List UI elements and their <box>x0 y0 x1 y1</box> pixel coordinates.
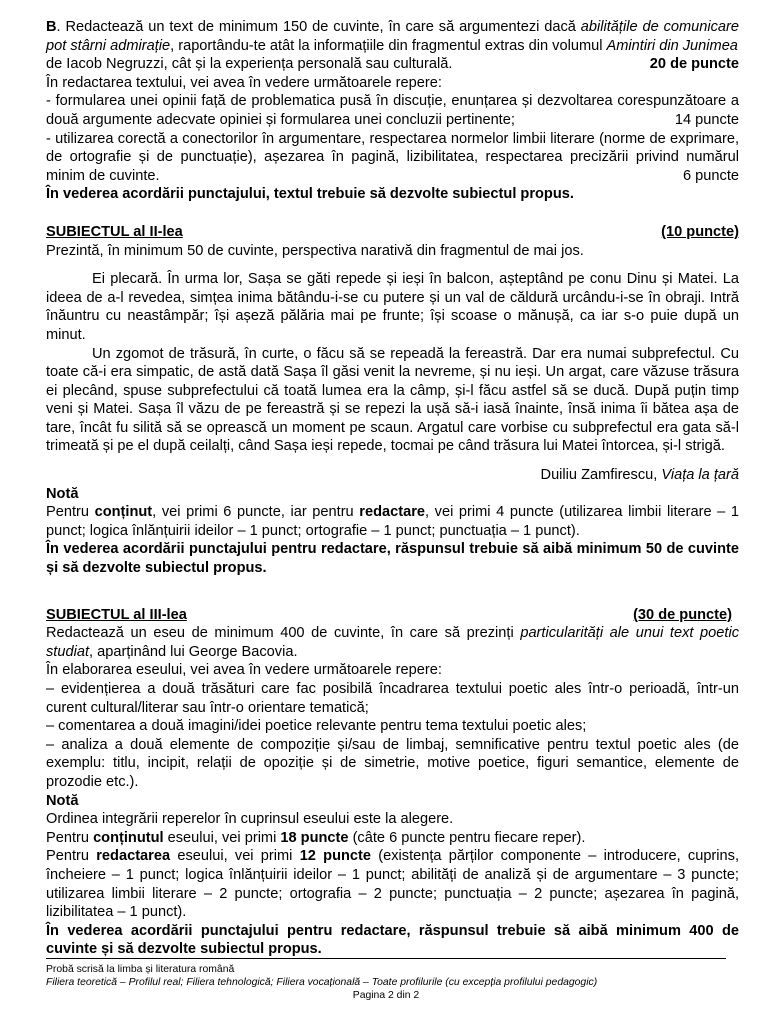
section-3-order: Ordinea integrării reperelor în cuprinsul eseului este la alegere. <box>46 811 454 828</box>
section-b-item2: - utilizarea corectă a conectorilor în argumentare, respectarea normelor limbii literare (norme de exprimare, de ortografie și de punctuație), așezarea în pagină, lizibilitatea, respectarea precizării privind numărul minim de cuvinte. <box>46 130 739 184</box>
excerpt-source: Duiliu Zamfirescu, Viața la țară <box>540 467 739 484</box>
section-2 <box>46 223 739 578</box>
page-number: Pagina 2 din 2 <box>352 990 420 1001</box>
section-3-nota-label: Notă <box>46 792 79 809</box>
footer-profile: Filiera teoretică – Profilul real; Filiera tehnologică; Filiera vocațională – Toate profilurile (cu excepția profilului pedagogic) <box>46 977 598 988</box>
section-b-item1-points: 14 puncte <box>674 111 739 128</box>
section-2-task: Prezintă, în minimum 50 de cuvinte, perspectiva narativă din fragmentul de mai jos. <box>46 242 584 259</box>
exam-page <box>46 18 739 959</box>
section-b-task-end: de Iacob Negruzzi, cât și la experiența personală sau culturală. 20 de puncte <box>46 56 739 73</box>
section-b-intro: În redactarea textului, vei avea în vedere următoarele repere: <box>46 74 442 91</box>
section-3-reper: – analiza a două elemente de compoziție și/sau de limbaj, semnificative pentru textul poetic ales (de exemplu: titlu, incipit, relații de opoziție și de simetrie, motive poetice, figuri semantice, elemente de prozodie etc.). <box>46 736 739 790</box>
section-3-redactare-points: Pentru redactarea eseului, vei primi 12 puncte (existența părților componente – introducere, cuprins, încheiere – 1 punct; logica înlănțuirii ideilor – 1 punct; abilități de analiză și de argumentare – 3 puncte; utilizarea limbii literare – 2 puncte; ortografia – 2 puncte; punctuația – 2 puncte; așezarea în pagină, lizibilitatea – 1 punct). <box>46 848 740 921</box>
section-3-reper: – comentarea a două imagini/idei poetice relevante pentru tema textului poetic ales; <box>46 718 587 735</box>
footer-exam: Probă scrisă la limba și literatura română <box>46 964 235 975</box>
section-3-bold-note: În vederea acordării punctajului pentru redactare, răspunsul trebuie să aibă minimum 400 de cuvinte și să dezvolte subiectul propus. <box>46 922 739 958</box>
section-b-item2-points: 6 puncte <box>683 167 739 184</box>
section-3-reper: – evidențierea a două trăsături care fac posibilă încadrarea textului poetic ales într-o perioadă, într-un curent cultural/literar sau într-o orientare tematică; <box>46 681 739 716</box>
excerpt-paragraph: Un zgomot de trăsură, în curte, o făcu să se repeadă la fereastră. Dar era numai subprefectul. Cu toate că-i era simpatic, de astă dată Sașa îl găsi venit la nevreme, și nu ieși. Un argat, care văzuse trăsura ei plecând, spuse subprefectului că toată lumea era la câmp, și-l făcu astfel să se ducă. După puțin timp veni și Matei. Sașa îl văzu de pe fereastră și se repezi la ușă să-i iasă înainte, însă inima îi bătea așa de tare, încât fu silită să se oprească un moment pe scaun. Argatul care vorbise cu subprefectul era gata să-l trimeată și pe el după ceilalți, când Sașa ieși repede, tocmai pe când trăsura lui Matei întorcea, și-l strigă. <box>46 345 739 455</box>
section-b-task: B. Redactează un text de minimum 150 de cuvinte, în care să argumentezi dacă abilitățile de comunicare pot stârni admirație, raportându-te atât la informațiile din fragmentul extras din volumul Amintiri din Junimea <box>46 19 740 54</box>
section-b-points: 20 de puncte <box>649 56 739 73</box>
section-3-points: (30 de puncte) <box>633 606 732 623</box>
section-3-heading <box>46 606 732 625</box>
page-footer <box>46 958 726 1002</box>
section-3 <box>46 606 739 959</box>
section-2-title: SUBIECTUL al II-lea <box>46 223 183 240</box>
section-2-points: (10 puncte) <box>661 223 739 240</box>
section-b-item1: - formularea unei opinii față de problematica pusă în discuție, enunțarea și dezvoltarea corespunzătoare a două argumente adecvate opiniei și formularea unei concluzii pertinente; <box>46 93 739 128</box>
section-2-heading <box>46 223 739 242</box>
section-3-task: Redactează un eseu de minimum 400 de cuvinte, în care să prezinți particularități ale unui text poetic studiat, aparținând lui George Bacovia. <box>46 625 740 660</box>
section-2-nota-label: Notă <box>46 485 79 502</box>
section-3-intro: În elaborarea eseului, vei avea în vedere următoarele repere: <box>46 662 442 679</box>
section-2-nota-text: Pentru conținut, vei primi 6 puncte, iar pentru redactare, vei primi 4 puncte (utilizarea limbii literare – 1 punct; logica înlănțuirii ideilor – 1 punct; ortografie – 1 punct; punctuația – 1 punct). <box>46 504 739 539</box>
section-b-note: În vederea acordării punctajului, textul trebuie să dezvolte subiectul propus. <box>46 186 574 203</box>
section-3-title: SUBIECTUL al III-lea <box>46 606 187 623</box>
section-2-bold-note: În vederea acordării punctajului pentru redactare, răspunsul trebuie să aibă minimum 50 de cuvinte și să dezvolte subiectul propus. <box>46 541 739 577</box>
section-3-content-points: Pentru conținutul eseului, vei primi 18 puncte (câte 6 puncte pentru fiecare reper). <box>46 829 586 846</box>
section-b <box>46 18 739 204</box>
excerpt-paragraph: Ei plecară. În urma lor, Sașa se găti repede și ieși în balcon, așteptând pe conu Dinu și Matei. La ideea de a-l revedea, simțea inima bătându-i-se cu putere și un val de căldură urcându-i-se în obraji. Intră înăuntru cu neastâmpăr; își așeză pălăria mai pe frunte; își scoase o mănușă, ca iar s-o puie după un minut. <box>46 271 739 343</box>
section-b-letter: B <box>46 19 57 35</box>
